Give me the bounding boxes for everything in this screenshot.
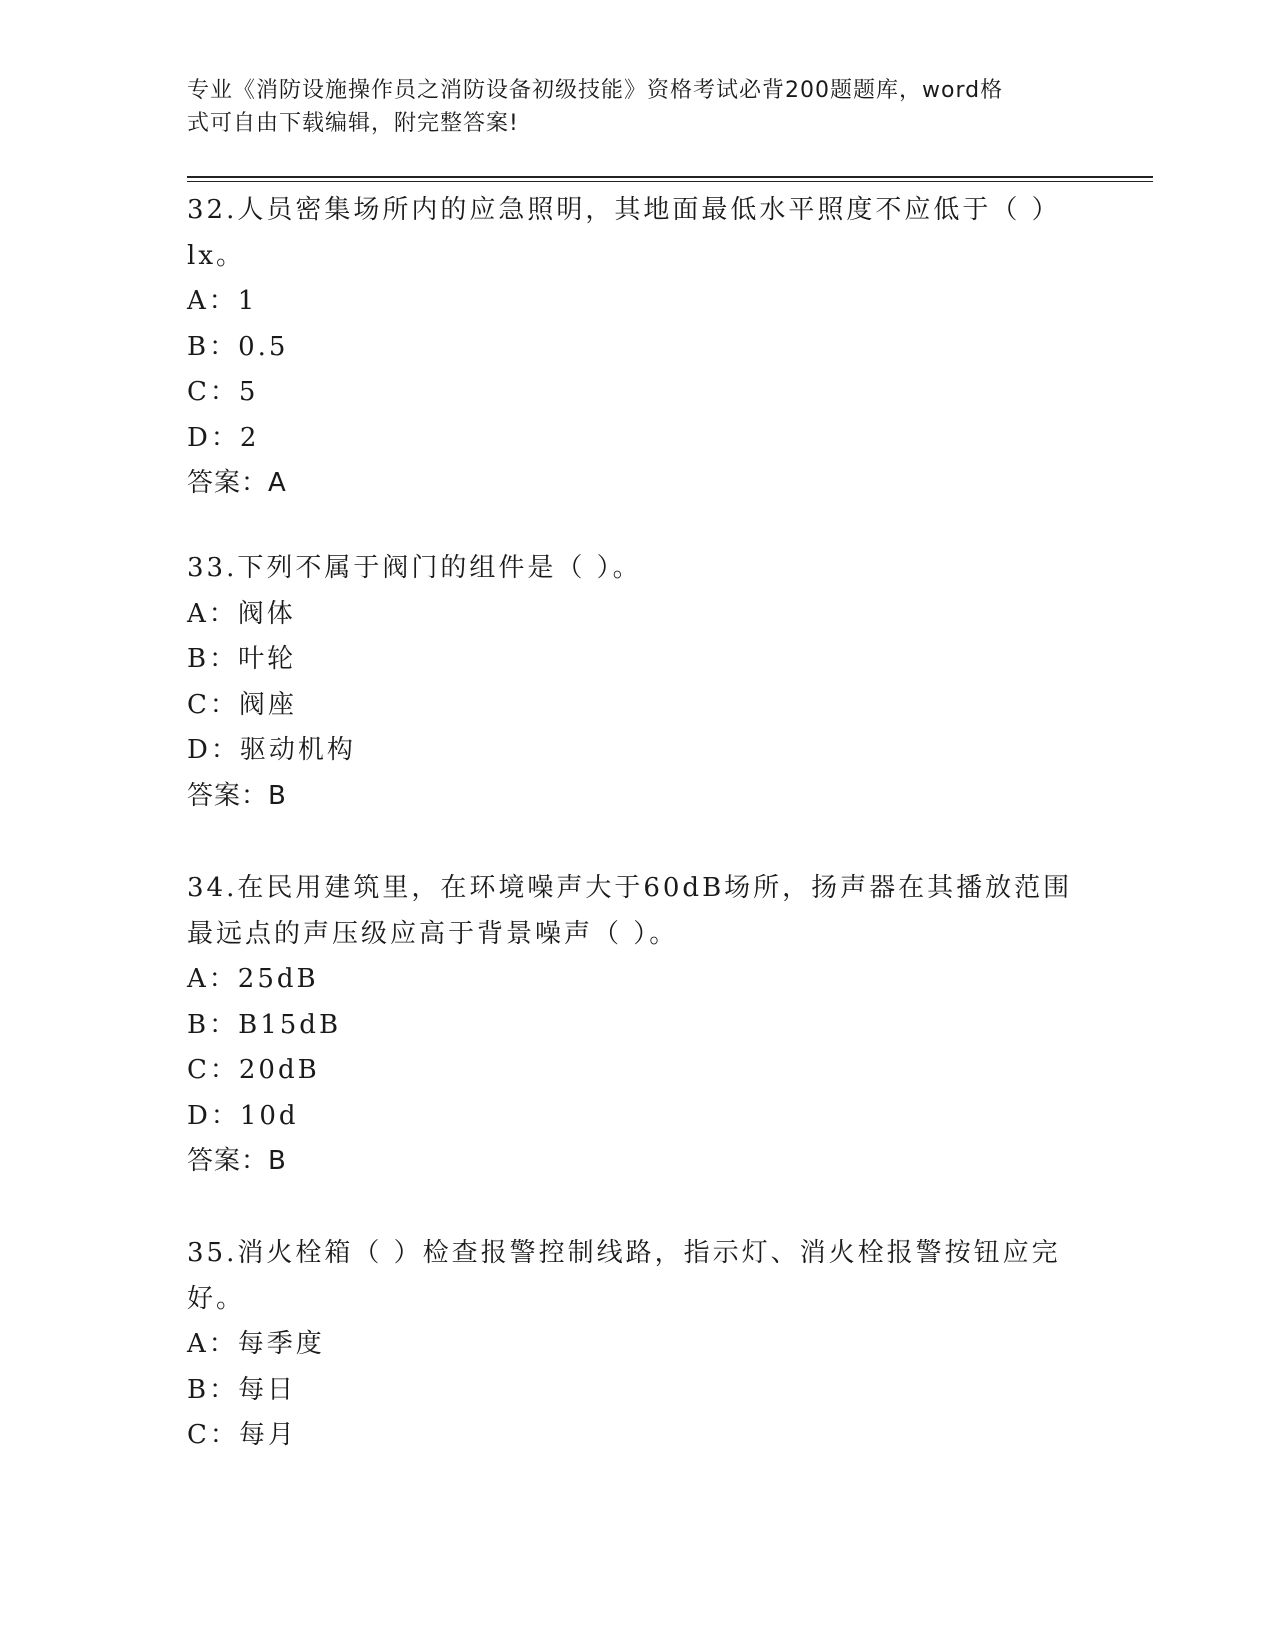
answer: 答案：B bbox=[187, 780, 287, 811]
header-divider-thick bbox=[187, 176, 1153, 178]
option-b: B：0.5 bbox=[187, 331, 289, 362]
option-b: B：B15dB bbox=[187, 1009, 342, 1040]
answer: 答案：B bbox=[187, 1146, 287, 1176]
option-d: D：10d bbox=[187, 1100, 299, 1131]
question-stem-line: lx。 bbox=[187, 240, 245, 271]
option-a: A：阀体 bbox=[187, 598, 296, 629]
question-stem-line: 35.消火栓箱（ ）检查报警控制线路，指示灯、消火栓报警按钮应完 bbox=[187, 1238, 1061, 1268]
question-stem-line: 最远点的声压级应高于背景噪声（ ）。 bbox=[187, 918, 679, 949]
option-b: B：叶轮 bbox=[187, 644, 297, 674]
header-divider-thin bbox=[187, 181, 1153, 182]
answer: 答案：A bbox=[187, 468, 287, 498]
option-a: A：25dB bbox=[187, 964, 319, 994]
question-32 bbox=[187, 188, 1087, 507]
question-stem-line: 34.在民用建筑里，在环境噪声大于60dB场所，扬声器在其播放范围 bbox=[187, 873, 1073, 903]
question-stem-line: 32.人员密集场所内的应急照明，其地面最低水平照度不应低于（ ） bbox=[187, 195, 1061, 225]
question-stem-line: 33.下列不属于阀门的组件是（ ）。 bbox=[187, 553, 642, 583]
option-c: C：20dB bbox=[187, 1055, 320, 1085]
question-33 bbox=[187, 546, 1087, 819]
option-d: D：驱动机构 bbox=[187, 735, 356, 765]
option-c: C：每月 bbox=[187, 1420, 297, 1450]
question-35 bbox=[187, 1231, 1087, 1459]
option-a: A：每季度 bbox=[187, 1329, 325, 1359]
option-d: D：2 bbox=[187, 422, 260, 453]
option-b: B：每日 bbox=[187, 1374, 297, 1405]
header-line-2: 式可自由下载编辑，附完整答案! bbox=[187, 111, 519, 136]
question-34 bbox=[187, 866, 1087, 1185]
option-c: C：5 bbox=[187, 377, 259, 407]
option-c: C：阀座 bbox=[187, 689, 297, 720]
document-header bbox=[187, 74, 1067, 140]
header-line-1: 专业《消防设施操作员之消防设备初级技能》资格考试必背200题题库，word格 bbox=[187, 78, 1004, 103]
question-stem-line: 好。 bbox=[187, 1283, 246, 1314]
option-a: A：1 bbox=[187, 286, 258, 316]
